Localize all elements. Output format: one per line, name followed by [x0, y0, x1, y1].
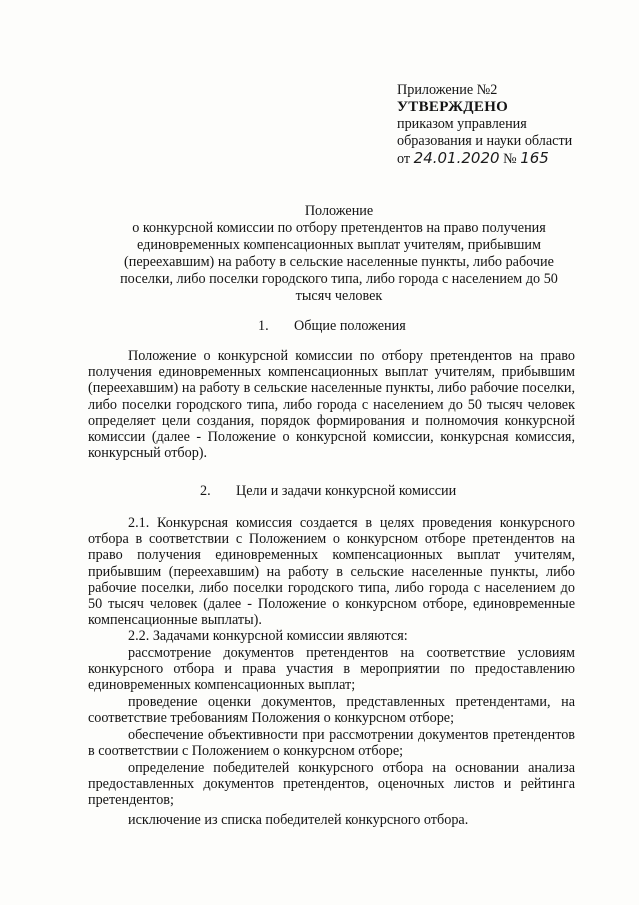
approval-line-2: образования и науки области [397, 133, 573, 149]
approval-date-line [397, 150, 617, 168]
approved-stamp: УТВЕРЖДЕНО [397, 99, 509, 115]
section-2-number: 2. [200, 483, 211, 499]
approval-line-1: приказом управления [397, 116, 527, 132]
date-prefix: от [397, 151, 411, 167]
section-1-heading [258, 318, 406, 335]
document-title [108, 203, 570, 305]
approval-block [397, 82, 617, 168]
task-item: рассмотрение документов претендентов на соответствие условиям конкурсного отбора и права участия в мероприятии по предоставлению единовременных компенсационных выплат; [88, 645, 575, 694]
task-item: обеспечение объективности при рассмотрении документов претендентов в соответствии с Положением о конкурсном отборе; [88, 727, 575, 760]
task-item: определение победителей конкурсного отбора на основании анализа предоставленных документов претендентов, оценочных листов и рейтинга претендентов; [88, 760, 575, 809]
section-2-title: Цели и задачи конкурсной комиссии [236, 483, 457, 499]
title-main: Положение [304, 203, 374, 219]
handwritten-date: 24.01.2020 [413, 149, 500, 167]
title-subtitle: о конкурсной комиссии по отбору претендентов на право получения единовременных компенсационных выплат учителям, прибывшим (переехавшим) на работу в сельские населенные пункты, либо рабочие поселки, либо поселки городского типа, либо города с населением до 50 тысяч человек [120, 220, 558, 304]
section-2-heading [200, 483, 456, 500]
paragraph-2-2: 2.2. Задачами конкурсной комиссии являются: [128, 628, 408, 644]
section-1-number: 1. [258, 318, 269, 334]
handwritten-number: 165 [520, 149, 549, 167]
task-item: исключение из списка победителей конкурсного отбора. [128, 812, 469, 828]
number-prefix: № [503, 151, 517, 167]
task-item: проведение оценки документов, представленных претендентами, на соответствие требованиям Положения о конкурсном отборе; [88, 694, 575, 727]
section-1-title: Общие положения [294, 318, 406, 334]
section-1-paragraph: Положение о конкурсной комиссии по отбору претендентов на право получения единовременных компенсационных выплат учителям, прибывшим (переехавшим) на работу в сельские населенные пункты, либо рабочие поселки, либо поселки городского типа, либо города с населением до 50 тысяч человек определяет цели создания, порядок формирования и полномочия конкурсной комиссии (далее - Положение о конкурсной комиссии, конкурсная комиссия, конкурсный отбор). [88, 348, 575, 462]
paragraph-2-1: 2.1. Конкурсная комиссия создается в целях проведения конкурсного отбора в соответствии с Положением о конкурсном отборе претендентов на право получения единовременных компенсационных выплат учителям, прибывшим (переехавшим) на работу в сельские населенные пункты, либо рабочие поселки, либо поселки городского типа, либо города с населением до 50 тысяч человек (далее - Положение о конкурсном отборе, единовременные компенсационные выплаты). [88, 515, 575, 629]
appendix-label: Приложение №2 [397, 82, 498, 98]
